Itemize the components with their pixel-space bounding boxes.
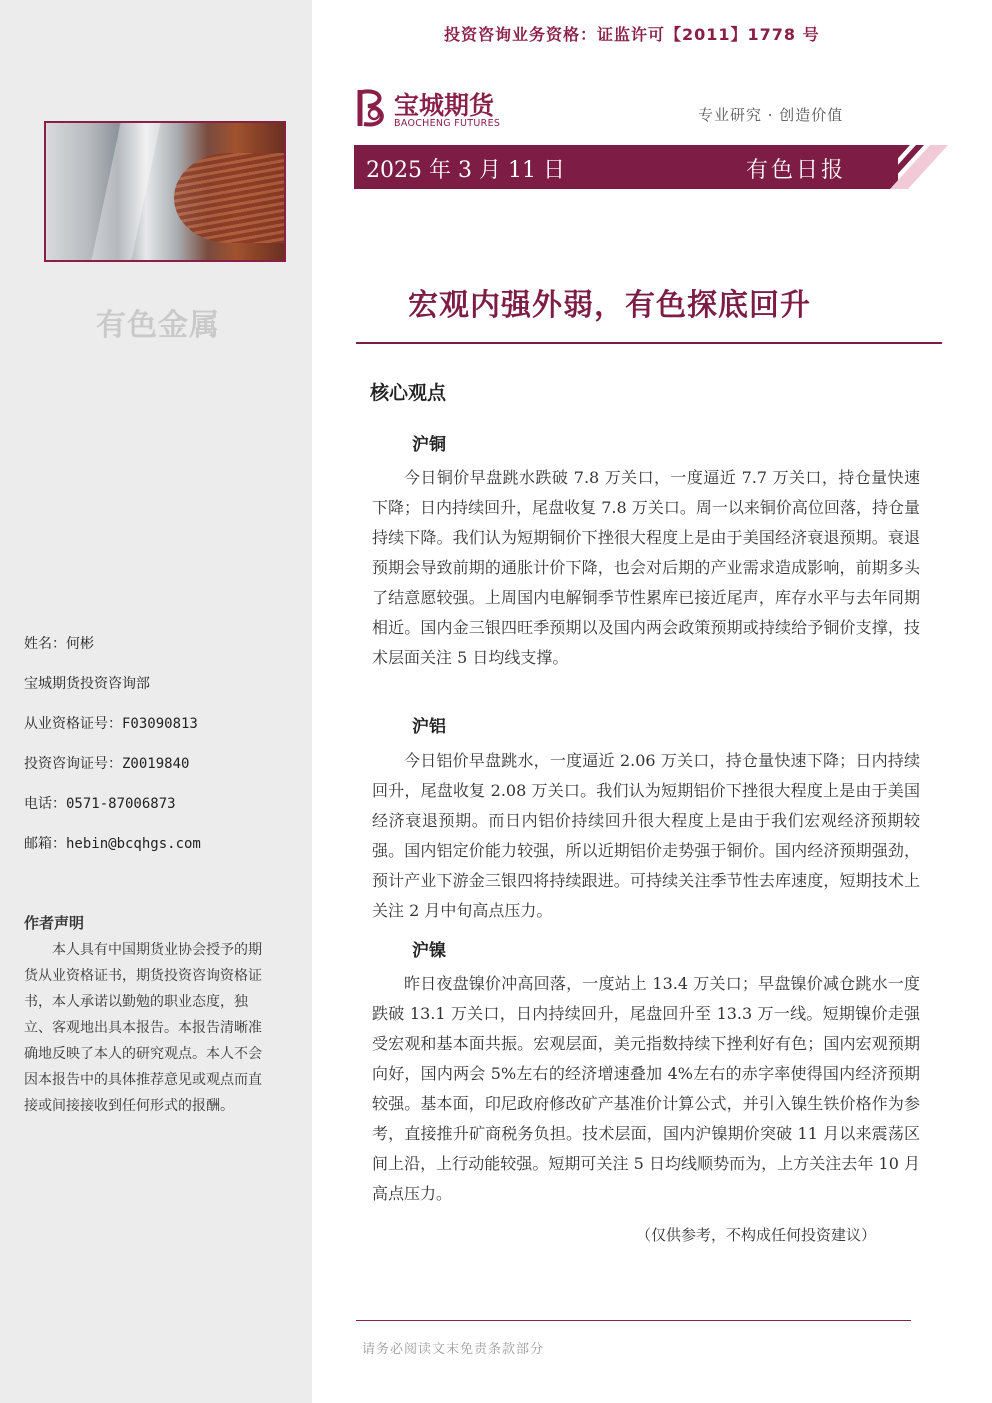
analyst-department: 宝城期货投资咨询部 bbox=[24, 676, 150, 692]
report-date: 2025 年 3 月 11 日 bbox=[366, 158, 565, 183]
phone-number: 电话：0571-87006873 bbox=[24, 796, 176, 812]
footer-divider bbox=[356, 1320, 911, 1321]
cover-photo bbox=[44, 121, 286, 262]
investment-disclaimer: （仅供参考，不构成任何投资建议） bbox=[636, 1226, 877, 1244]
company-logo bbox=[356, 86, 526, 134]
logo-chinese-name: 宝城期货 bbox=[394, 91, 495, 120]
core-views-title: 核心观点 bbox=[370, 382, 447, 404]
sector-label: 有色金属 bbox=[96, 308, 220, 343]
report-headline: 宏观内强外弱，有色探底回升 bbox=[408, 288, 811, 323]
consulting-number: 投资咨询证号：Z0019840 bbox=[24, 756, 190, 772]
analyst-name: 姓名：何彬 bbox=[24, 636, 94, 652]
email-address[interactable]: 邮箱：hebin@bcqhgs.com bbox=[24, 836, 201, 852]
qualification-number: 从业资格证号：F03090813 bbox=[24, 716, 198, 732]
section-body-aluminum: 今日铝价早盘跳水，一度逼近 2.06 万关口，持仓量快速下降；日内持续回升，尾盘收复 2.08 万关口。我们认为短期铝价下挫很大程度上是由于美国经济衰退预期。而日内铝价持续回升很大程度上是由于我们宏观经济预期较强。国内铝定价能力较强，所以近期铝价走势强于铜价。国内经济预期强劲，预计产业下游金三银四将持续跟进。可持续关注季节性去库速度，短期技术上关注 2 月中旬高点压力。 bbox=[372, 751, 920, 920]
banner-stripes-decoration bbox=[858, 145, 948, 189]
slogan: 专业研究 · 创造价值 bbox=[698, 106, 844, 124]
declaration-body: 本人具有中国期货业协会授予的期货从业资格证书，期货投资咨询资格证书，本人承诺以勤勉的职业态度，独立、客观地出具本报告。本报告清晰准确地反映了本人的研究观点。本人不会因本报告中的具体推荐意见或观点而直接或间接接收到任何形式的报酬。 bbox=[24, 942, 262, 1114]
license-line: 投资咨询业务资格：证监许可【2011】1778 号 bbox=[444, 25, 820, 44]
sidebar bbox=[0, 0, 312, 1403]
declaration-title: 作者声明 bbox=[24, 914, 85, 932]
date-banner bbox=[354, 145, 898, 189]
report-type: 有色日报 bbox=[746, 158, 847, 183]
photo-highlight bbox=[91, 123, 160, 260]
section-body-nickel: 昨日夜盘镍价冲高回落，一度站上 13.4 万关口；早盘镍价减仓跳水一度跌破 13.1 万关口，日内持续回升，尾盘回升至 13.3 万一线。短期镍价走强受宏观和基本面共振。宏观层面，美元指数持续下挫利好有色；国内宏观预期向好，国内两会 5%左右的经济增速叠加 4%左右的赤字率使得国内经济预期较强。基本面，印尼政府修改矿产基准价计算公式，并引入镍生铁价格作为参考，直接推升矿商税务负担。技术层面，国内沪镍期价突破 11 月以来震荡区间上沿，上行动能较强。短期可关注 5 日均线顺势而为，上方关注去年 10 月高点压力。 bbox=[372, 974, 920, 1203]
footer-note: 请务必阅读文末免责条款部分 bbox=[362, 1342, 545, 1357]
copper-coil-image bbox=[174, 153, 284, 243]
section-title-copper: 沪铜 bbox=[412, 435, 446, 455]
section-body-copper: 今日铜价早盘跳水跌破 7.8 万关口，一度逼近 7.7 万关口，持仓量快速下降；日内持续回升，尾盘收复 7.8 万关口。周一以来铜价高位回落，持仓量持续下降。我们认为短期铜价下挫很大程度上是由于美国经济衰退预期。衰退预期会导致前期的通胀计价下降，也会对后期的产业需求造成影响，前期多头了结意愿较强。上周国内电解铜季节性累库已接近尾声，库存水平与去年同期相近。国内金三银四旺季预期以及国内两会政策预期或持续给予铜价支撑，技术层面关注 5 日均线支撑。 bbox=[372, 468, 920, 667]
section-title-nickel: 沪镍 bbox=[412, 941, 446, 961]
baocheng-logo-icon bbox=[356, 86, 390, 130]
headline-divider bbox=[356, 342, 942, 344]
logo-english-name: BAOCHENG FUTURES bbox=[394, 118, 501, 129]
section-title-aluminum: 沪铝 bbox=[412, 717, 446, 737]
